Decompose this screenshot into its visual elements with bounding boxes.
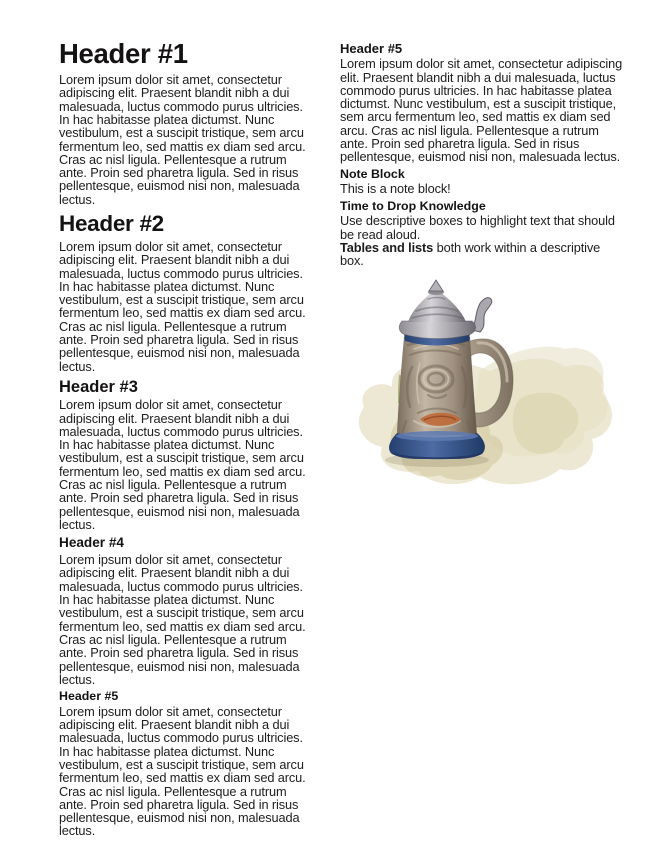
header-5-left: Header #5 xyxy=(59,689,119,704)
header-4: Header #4 xyxy=(59,535,124,551)
paragraph-4: Lorem ipsum dolor sit amet, consectetur adipiscing elit. Praesent blandit nibh a dui malesuada, luctus commodo purus ultricies. In hac habitasse platea dictumst. Nunc vestibulum, est a suscipit tristique, sem arcu fermentum leo, sed mattis ex diam sed arcu. Cras ac nisl ligula. Pellentesque a rutrum ante. Proin sed pharetra ligula. Sed in risus pellentesque, euismod nisi non, malesuada lectus. xyxy=(59,552,306,687)
knowledge-block-body: Use descriptive boxes to highlight text that should be read aloud. xyxy=(340,213,615,242)
paragraph-6: Lorem ipsum dolor sit amet, consectetur adipiscing elit. Praesent blandit nibh a dui malesuada, luctus commodo purus ultricies. In hac habitasse platea dictumst. Nunc vestibulum, est a suscipit tristique, sem arcu fermentum leo, sed mattis ex diam sed arcu. Cras ac nisl ligula. Pellentesque a rutrum ante. Proin sed pharetra ligula. Sed in risus pellentesque, euismod nisi non, malesuada lectus. xyxy=(340,56,623,165)
paragraph-3: Lorem ipsum dolor sit amet, consectetur adipiscing elit. Praesent blandit nibh a dui malesuada, luctus commodo purus ultricies. In hac habitasse platea dictumst. Nunc vestibulum, est a suscipit tristique, sem arcu fermentum leo, sed mattis ex diam sed arcu. Cras ac nisl ligula. Pellentesque a rutrum ante. Proin sed pharetra ligula. Sed in risus pellentesque, euismod nisi non, malesuada lectus. xyxy=(59,397,306,532)
right-column xyxy=(340,40,627,844)
header-5-right: Header #5 xyxy=(340,41,403,56)
knowledge-block-body-2 xyxy=(340,241,627,268)
beer-stein-illustration xyxy=(340,279,627,497)
note-block-title: Note Block xyxy=(340,166,405,181)
beer-stein-svg xyxy=(340,279,627,497)
paragraph-2: Lorem ipsum dolor sit amet, consectetur adipiscing elit. Praesent blandit nibh a dui malesuada, luctus commodo purus ultricies. In hac habitasse platea dictumst. Nunc vestibulum, est a suscipit tristique, sem arcu fermentum leo, sed mattis ex diam sed arcu. Cras ac nisl ligula. Pellentesque a rutrum ante. Proin sed pharetra ligula. Sed in risus pellentesque, euismod nisi non, malesuada lectus. xyxy=(59,238,306,374)
note-block-body: This is a note block! xyxy=(340,181,451,197)
header-1: Header #1 xyxy=(59,38,188,69)
paragraph-1: Lorem ipsum dolor sit amet, consectetur adipiscing elit. Praesent blandit nibh a dui malesuada, luctus commodo purus ultricies. In hac habitasse platea dictumst. Nunc vestibulum, est a suscipit tristique, sem arcu fermentum leo, sed mattis ex diam sed arcu. Cras ac nisl ligula. Pellentesque a rutrum ante. Proin sed pharetra ligula. Sed in risus pellentesque, euismod nisi non, malesuada lectus. xyxy=(59,72,306,207)
paragraph-5: Lorem ipsum dolor sit amet, consectetur adipiscing elit. Praesent blandit nibh a dui malesuada, luctus commodo purus ultricies. In hac habitasse platea dictumst. Nunc vestibulum, est a suscipit tristique, sem arcu fermentum leo, sed mattis ex diam sed arcu. Cras ac nisl ligula. Pellentesque a rutrum ante. Proin sed pharetra ligula. Sed in risus pellentesque, euismod nisi non, malesuada lectus. xyxy=(59,703,306,839)
header-2: Header #2 xyxy=(59,211,164,237)
tables-lists-bold-lead: Tables and lists xyxy=(340,239,434,255)
left-column xyxy=(59,40,316,844)
header-3: Header #3 xyxy=(59,377,138,396)
knowledge-block-title: Time to Drop Knowledge xyxy=(340,198,486,213)
tables-lists-rest: both work within a descriptive box. xyxy=(340,239,601,269)
